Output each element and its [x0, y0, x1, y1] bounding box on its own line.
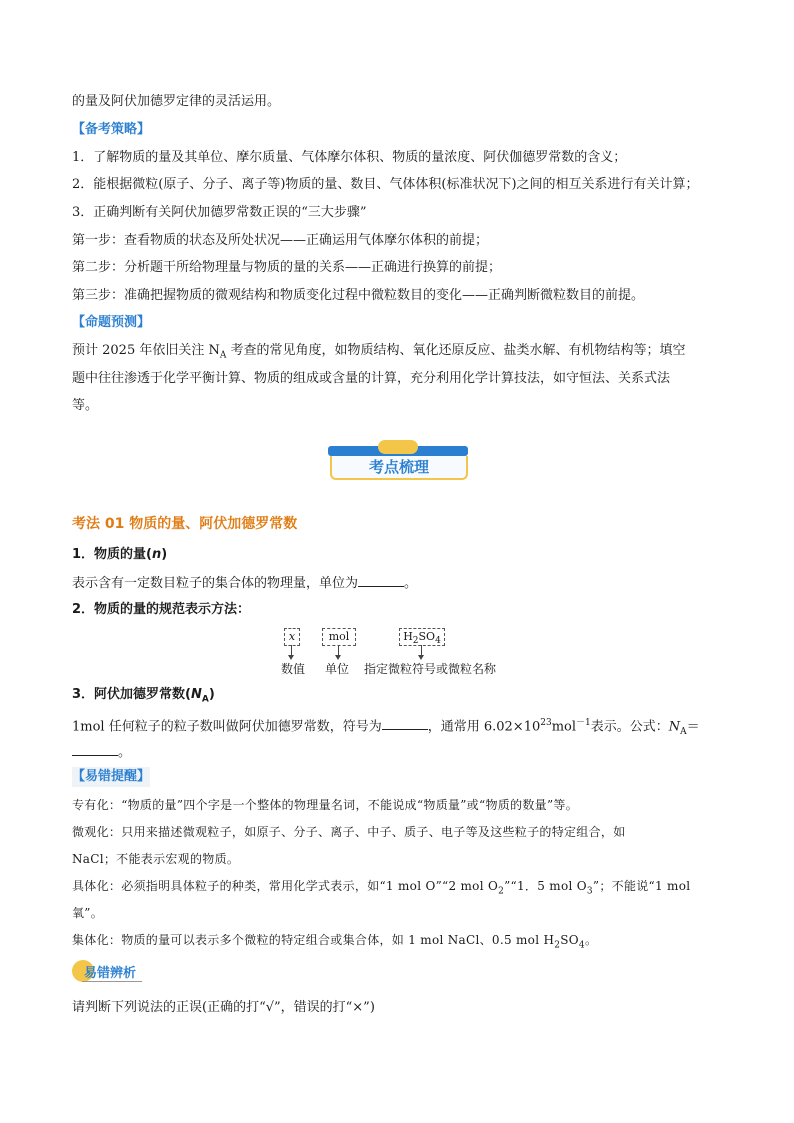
- answer-blank[interactable]: [358, 572, 404, 587]
- section-2-heading: 2．物质的量的规范表示方法：: [72, 602, 251, 617]
- section-3-heading: 3．阿伏加德罗常数$(N_A)$: [72, 687, 215, 705]
- mistake-line-1: 专有化：“物质的量”四个字是一个整体的物理量名词，不能说成“物质量”或“物质的数量”等。: [72, 798, 579, 812]
- section-3-text: 1mol 任何粒子的粒子数叫做阿伏加德罗常数，符号为 ，通常用 $6.02\times 10^{23}mol^{-1}$表示。公式：$N_A=$: [72, 713, 700, 742]
- banner-title: 考点梳理: [330, 456, 468, 480]
- section-3-formula-line: 。: [72, 741, 131, 763]
- mistake-line-6: 集体化：物质的量可以表示多个微粒的特定组合或集合体，如 1 mol NaCl、0.5 mol $H_2SO_4$。: [72, 933, 598, 951]
- prediction-heading: 【命题预测】: [72, 315, 151, 330]
- strategy-item-1: 1．了解物质的量及其单位、摩尔质量、气体摩尔体积、物质的量浓度、阿伏伽德罗常数的含义；: [72, 150, 627, 165]
- strategy-step-1: 第一步：查看物质的状态及所处状况——正确运用气体摩尔体积的前提；: [72, 233, 489, 248]
- unit-box: mol: [322, 628, 356, 646]
- mistake-line-5: 氧”。: [72, 906, 104, 920]
- intro-tail: 的量及阿伏加德罗定律的灵活运用。: [72, 94, 281, 109]
- strategy-item-3: 3．正确判断有关阿伏加德罗常数正误的“三大步骤”: [72, 205, 367, 220]
- prediction-line-3: 等。: [72, 398, 99, 413]
- notation-diagram: [207, 628, 507, 678]
- section-1-text: 表示含有一定数目粒子的集合体的物理量，单位为 。: [72, 572, 417, 594]
- strategy-heading: 【备考策略】: [72, 122, 151, 137]
- symbol-blank[interactable]: [382, 715, 428, 730]
- mistake-line-3: NaCl；不能表示宏观的物质。: [72, 852, 240, 866]
- prediction-line-2: 题中往往渗透于化学平衡计算、物质的组成或含量的计算，充分利用化学计算技法，如守恒法、关系式法: [72, 371, 671, 386]
- method-title: 考法 01 物质的量、阿伏加德罗常数: [72, 516, 298, 532]
- unit-label: 单位: [325, 662, 350, 676]
- section-1-heading: 1．物质的量(n): [72, 547, 168, 562]
- analysis-label: 易错辨析: [84, 966, 137, 981]
- strategy-step-2: 第二步：分析题干所给物理量与物质的量的关系——正确进行换算的前提；: [72, 260, 502, 275]
- badge-underline: [82, 981, 142, 982]
- section-banner: [328, 440, 468, 480]
- strategy-step-3: 第三步：准确把握物质的微观结构和物质变化过程中微粒数目的变化——正确判断微粒数目的前提。: [72, 288, 645, 303]
- particle-label: 指定微粒符号或微粒名称: [364, 662, 497, 676]
- analysis-instruction: 请判断下列说法的正误(正确的打“√”，错误的打“×”): [72, 1000, 375, 1015]
- value-label: 数值: [281, 662, 306, 676]
- formula-blank[interactable]: [72, 741, 118, 756]
- value-box: x: [284, 628, 300, 646]
- particle-box: $H_2SO_4$: [399, 628, 445, 646]
- mistake-line-2: 微观化：只用来描述微观粒子，如原子、分子、离子、中子、质子、电子等及这些粒子的特定组合，如: [72, 825, 626, 839]
- prediction-line-1: 预计 2025 年依旧关注 $N_A$ 考查的常见角度，如物质结构、氧化还原反应、盐类水解、有机物结构等；填空: [72, 343, 686, 361]
- mistakes-heading: 【易错提醒】: [72, 767, 150, 787]
- analysis-badge: [72, 958, 162, 988]
- strategy-item-2: 2．能根据微粒(原子、分子、离子等)物质的量、数目、气体体积(标准状况下)之间的相互关系进行有关计算；: [72, 177, 699, 192]
- mistake-line-4: 具体化：必须指明具体粒子的种类，常用化学式表示，如“1 mol O”“2 mol $O_2”“1$．5 mol $O_3$”；不能说“1 mol: [72, 879, 691, 897]
- banner-pill: [378, 440, 418, 454]
